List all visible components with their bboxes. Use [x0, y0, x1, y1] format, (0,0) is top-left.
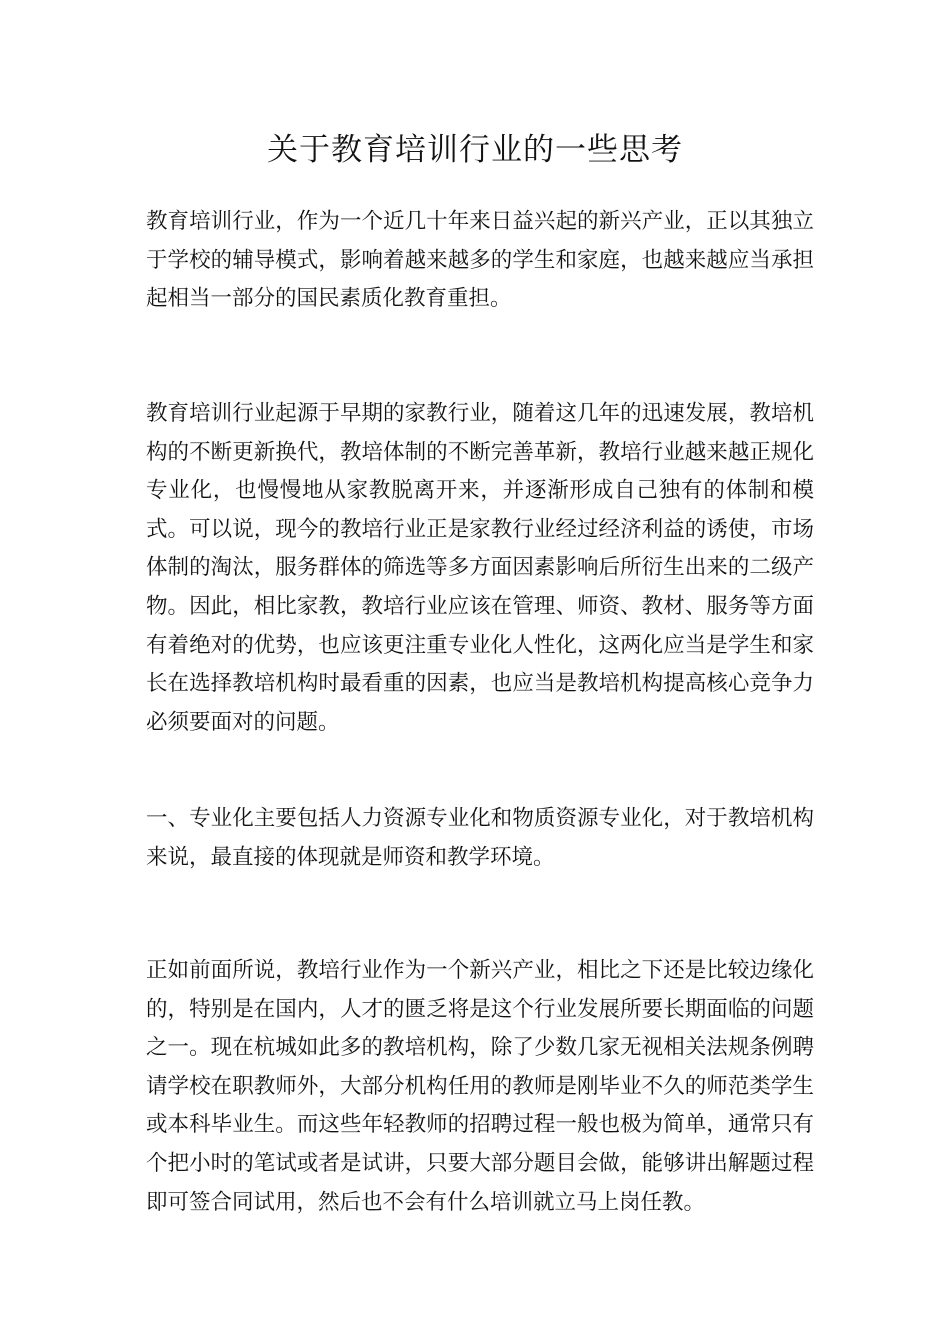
document-title: 关于教育培训行业的一些思考 [267, 132, 683, 168]
paragraph-section-one: 一、专业化主要包括人力资源专业化和物质资源专业化，对于教培机构来说，最直接的体现就是师资和教学环境。 [146, 806, 814, 870]
paragraph-origin: 教育培训行业起源于早期的家教行业，随着这几年的迅速发展，教培机构的不断更新换代，教培体制的不断完善革新，教培行业越来越正规化专业化，也慢慢地从家教脱离开来，并逐渐形成自己独有的体制和模式。可以说，现今的教培行业正是家教行业经过经济利益的诱使，市场体制的淘汰，服务群体的筛选等多方面因素影响后所衍生出来的二级产物。因此，相比家教，教培行业应该在管理、师资、教材、服务等方面有着绝对的优势，也应该更注重专业化人性化，这两化应当是学生和家长在选择教培机构时最看重的因素，也应当是教培机构提高核心竞争力必须要面对的问题。 [146, 401, 814, 735]
paragraph-talent: 正如前面所说，教培行业作为一个新兴产业，相比之下还是比较边缘化的，特别是在国内，人才的匮乏将是这个行业发展所要长期面临的问题之一。现在杭城如此多的教培机构，除了少数几家无视相关法规条例聘请学校在职教师外，大部分机构任用的教师是刚毕业不久的师范类学生或本科毕业生。而这些年轻教师的招聘过程一般也极为简单，通常只有个把小时的笔试或者是试讲，只要大部分题目会做，能够讲出解题过程即可签合同试用，然后也不会有什么培训就立马上岗任教。 [146, 958, 814, 1215]
paragraph-intro: 教育培训行业，作为一个近几十年来日益兴起的新兴产业，正以其独立于学校的辅导模式，影响着越来越多的学生和家庭，也越来越应当承担起相当一部分的国民素质化教育重担。 [146, 209, 814, 312]
